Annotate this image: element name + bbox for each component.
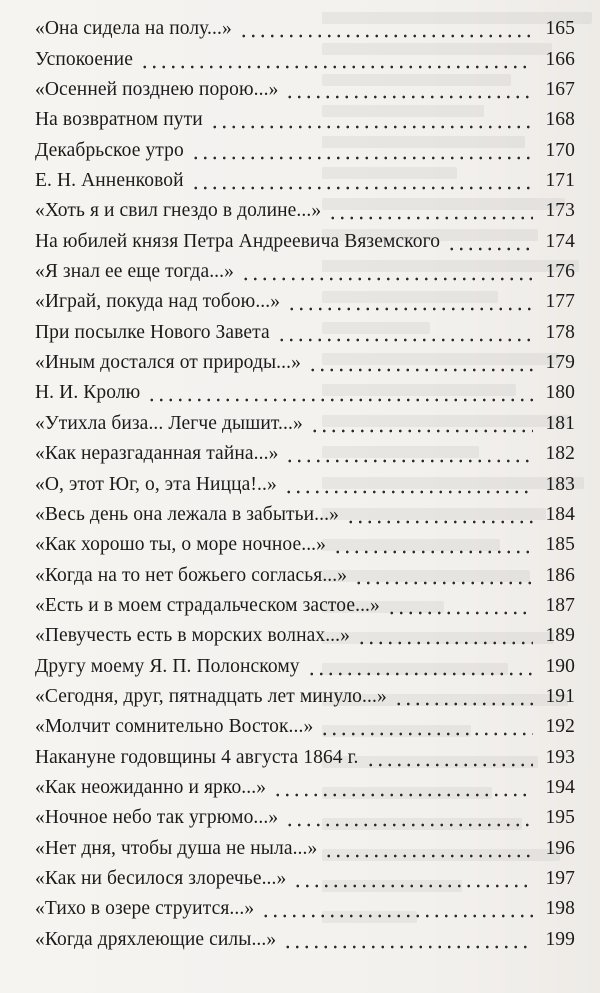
toc-entry xyxy=(35,14,575,44)
toc-entry xyxy=(35,44,575,74)
dot-leader xyxy=(239,34,533,38)
toc-entry xyxy=(35,287,575,317)
toc-entry-page-number: 180 xyxy=(545,382,575,404)
toc-entry xyxy=(35,621,575,651)
toc-entry-title: Накануне годовщины 4 августа 1864 г. xyxy=(35,746,359,768)
toc-entry xyxy=(35,560,575,590)
toc-entry-page-number: 177 xyxy=(545,291,575,313)
toc-entry-page-number: 190 xyxy=(545,655,575,677)
dot-leader xyxy=(284,490,533,494)
toc-entry-title: Другу моему Я. П. Полонскому xyxy=(35,655,300,677)
dot-leader xyxy=(328,216,533,220)
toc-entry xyxy=(35,317,575,347)
toc-entry xyxy=(35,803,575,833)
toc-entry-page-number: 189 xyxy=(545,625,575,647)
toc-entry xyxy=(35,469,575,499)
dot-leader xyxy=(387,611,533,615)
toc-entry xyxy=(35,135,575,165)
dot-leader xyxy=(285,459,533,463)
toc-entry-page-number: 192 xyxy=(545,716,575,738)
dot-leader xyxy=(357,641,533,645)
toc-entry xyxy=(35,105,575,135)
toc-entry xyxy=(35,75,575,105)
toc-entry xyxy=(35,773,575,803)
toc-entry-page-number: 171 xyxy=(545,170,575,192)
toc-entry-page-number: 196 xyxy=(545,837,575,859)
dot-leader xyxy=(324,854,533,858)
toc-entry-title: «Когда дряхлеющие силы...» xyxy=(35,928,277,950)
toc-entry xyxy=(35,682,575,712)
toc-entry-page-number: 198 xyxy=(545,898,575,920)
toc-entry-title: «Она сидела на полу...» xyxy=(35,18,232,40)
dot-leader xyxy=(293,884,533,888)
toc-entry-title: «О, этот Юг, о, эта Ницца!..» xyxy=(35,473,277,495)
toc-entry-page-number: 173 xyxy=(545,200,575,222)
toc-entry-page-number: 184 xyxy=(545,503,575,525)
dot-leader xyxy=(310,429,533,433)
toc-entry-title: «Молчит сомнительно Восток...» xyxy=(35,716,314,738)
dot-leader xyxy=(285,95,533,99)
toc-entry-title: «Как ни бесилося злоречье...» xyxy=(35,867,287,889)
dot-leader xyxy=(147,398,533,402)
toc-entry xyxy=(35,712,575,742)
toc-entry-page-number: 194 xyxy=(545,776,575,798)
toc-entry-page-number: 176 xyxy=(545,261,575,283)
toc-entry-page-number: 179 xyxy=(545,352,575,374)
toc-entry xyxy=(35,226,575,256)
dot-leader xyxy=(333,550,533,554)
toc-entry-title: «Утихла биза... Легче дышит...» xyxy=(35,412,303,434)
toc-entry-title: «Тихо в озере струится...» xyxy=(35,898,255,920)
toc-entry-page-number: 174 xyxy=(545,230,575,252)
toc-entry-title: «Певучесть есть в морских волнах...» xyxy=(35,625,350,647)
toc-entry-title: «Осенней позднею порою...» xyxy=(35,79,279,101)
toc-entry-title: «Играй, покуда над тобою...» xyxy=(35,291,281,313)
toc-entry xyxy=(35,924,575,954)
dot-leader xyxy=(287,307,533,311)
toc-entry-page-number: 170 xyxy=(545,139,575,161)
toc-entry-title: Н. И. Кролю xyxy=(35,382,141,404)
toc-entry xyxy=(35,894,575,924)
dot-leader xyxy=(283,945,533,949)
toc-entry xyxy=(35,408,575,438)
toc-entry xyxy=(35,166,575,196)
dot-leader xyxy=(307,672,533,676)
toc-entry xyxy=(35,833,575,863)
toc-entry-title: На юбилей князя Петра Андреевича Вяземского xyxy=(35,230,441,252)
dot-leader xyxy=(140,65,533,69)
toc-entry-title: «Когда на то нет божьего согласья...» xyxy=(35,564,348,586)
toc-entry-title: «Хоть я и свил гнездо в долине...» xyxy=(35,200,322,222)
toc-entry-title: «Как хорошо ты, о море ночное...» xyxy=(35,534,327,556)
toc-entry-title: «Как неразгаданная тайна...» xyxy=(35,443,279,465)
toc-entry-title: Декабрьское утро xyxy=(35,139,184,161)
dot-leader xyxy=(354,581,533,585)
dot-leader xyxy=(191,156,533,160)
toc-entry-title: Успокоение xyxy=(35,48,133,70)
toc-entry xyxy=(35,348,575,378)
toc-entry xyxy=(35,500,575,530)
toc-entry-page-number: 167 xyxy=(545,79,575,101)
dot-leader xyxy=(394,702,533,706)
toc-entry-page-number: 193 xyxy=(545,746,575,768)
toc-entry xyxy=(35,651,575,681)
toc-entry xyxy=(35,439,575,469)
toc-entry-title: Е. Н. Анненковой xyxy=(35,170,184,192)
toc-entry-page-number: 183 xyxy=(545,473,575,495)
dot-leader xyxy=(277,338,533,342)
dot-leader xyxy=(308,368,533,372)
toc-entry xyxy=(35,742,575,772)
toc-entry-title: «Сегодня, друг, пятнадцать лет минуло...» xyxy=(35,685,387,707)
toc-entry-title: «Весь день она лежала в забытьи...» xyxy=(35,503,339,525)
toc-entry xyxy=(35,864,575,894)
dot-leader xyxy=(261,914,533,918)
dot-leader xyxy=(447,247,533,251)
table-of-contents xyxy=(35,14,575,955)
dot-leader xyxy=(285,823,533,827)
toc-entry xyxy=(35,591,575,621)
dot-leader xyxy=(366,763,534,767)
toc-entry xyxy=(35,530,575,560)
toc-entry-title: «Ночное небо так угрюмо...» xyxy=(35,807,279,829)
toc-entry-page-number: 197 xyxy=(545,867,575,889)
toc-entry-title: «Как неожиданно и ярко...» xyxy=(35,776,267,798)
toc-entry-page-number: 186 xyxy=(545,564,575,586)
dot-leader xyxy=(191,186,533,190)
toc-entry-page-number: 185 xyxy=(545,534,575,556)
toc-entry-page-number: 181 xyxy=(545,412,575,434)
toc-entry-page-number: 191 xyxy=(545,685,575,707)
dot-leader xyxy=(273,793,533,797)
toc-entry-title: На возвратном пути xyxy=(35,109,203,131)
toc-entry-page-number: 178 xyxy=(545,321,575,343)
dot-leader xyxy=(210,125,533,129)
toc-entry xyxy=(35,378,575,408)
toc-entry-page-number: 165 xyxy=(545,18,575,40)
toc-entry xyxy=(35,196,575,226)
toc-entry-page-number: 166 xyxy=(545,48,575,70)
toc-entry-page-number: 187 xyxy=(545,594,575,616)
toc-entry-page-number: 195 xyxy=(545,807,575,829)
dot-leader xyxy=(241,277,533,281)
toc-entry-title: «Иным достался от природы...» xyxy=(35,352,301,374)
toc-entry-page-number: 168 xyxy=(545,109,575,131)
toc-entry-title: «Я знал ее еще тогда...» xyxy=(35,261,234,283)
toc-entry-title: «Есть и в моем страдальческом застое...» xyxy=(35,594,380,616)
dot-leader xyxy=(320,732,533,736)
toc-entry-page-number: 182 xyxy=(545,443,575,465)
dot-leader xyxy=(346,520,533,524)
toc-entry-title: При посылке Нового Завета xyxy=(35,321,270,343)
toc-entry xyxy=(35,257,575,287)
toc-entry-page-number: 199 xyxy=(545,928,575,950)
toc-entry-title: «Нет дня, чтобы душа не ныла...» xyxy=(35,837,318,859)
